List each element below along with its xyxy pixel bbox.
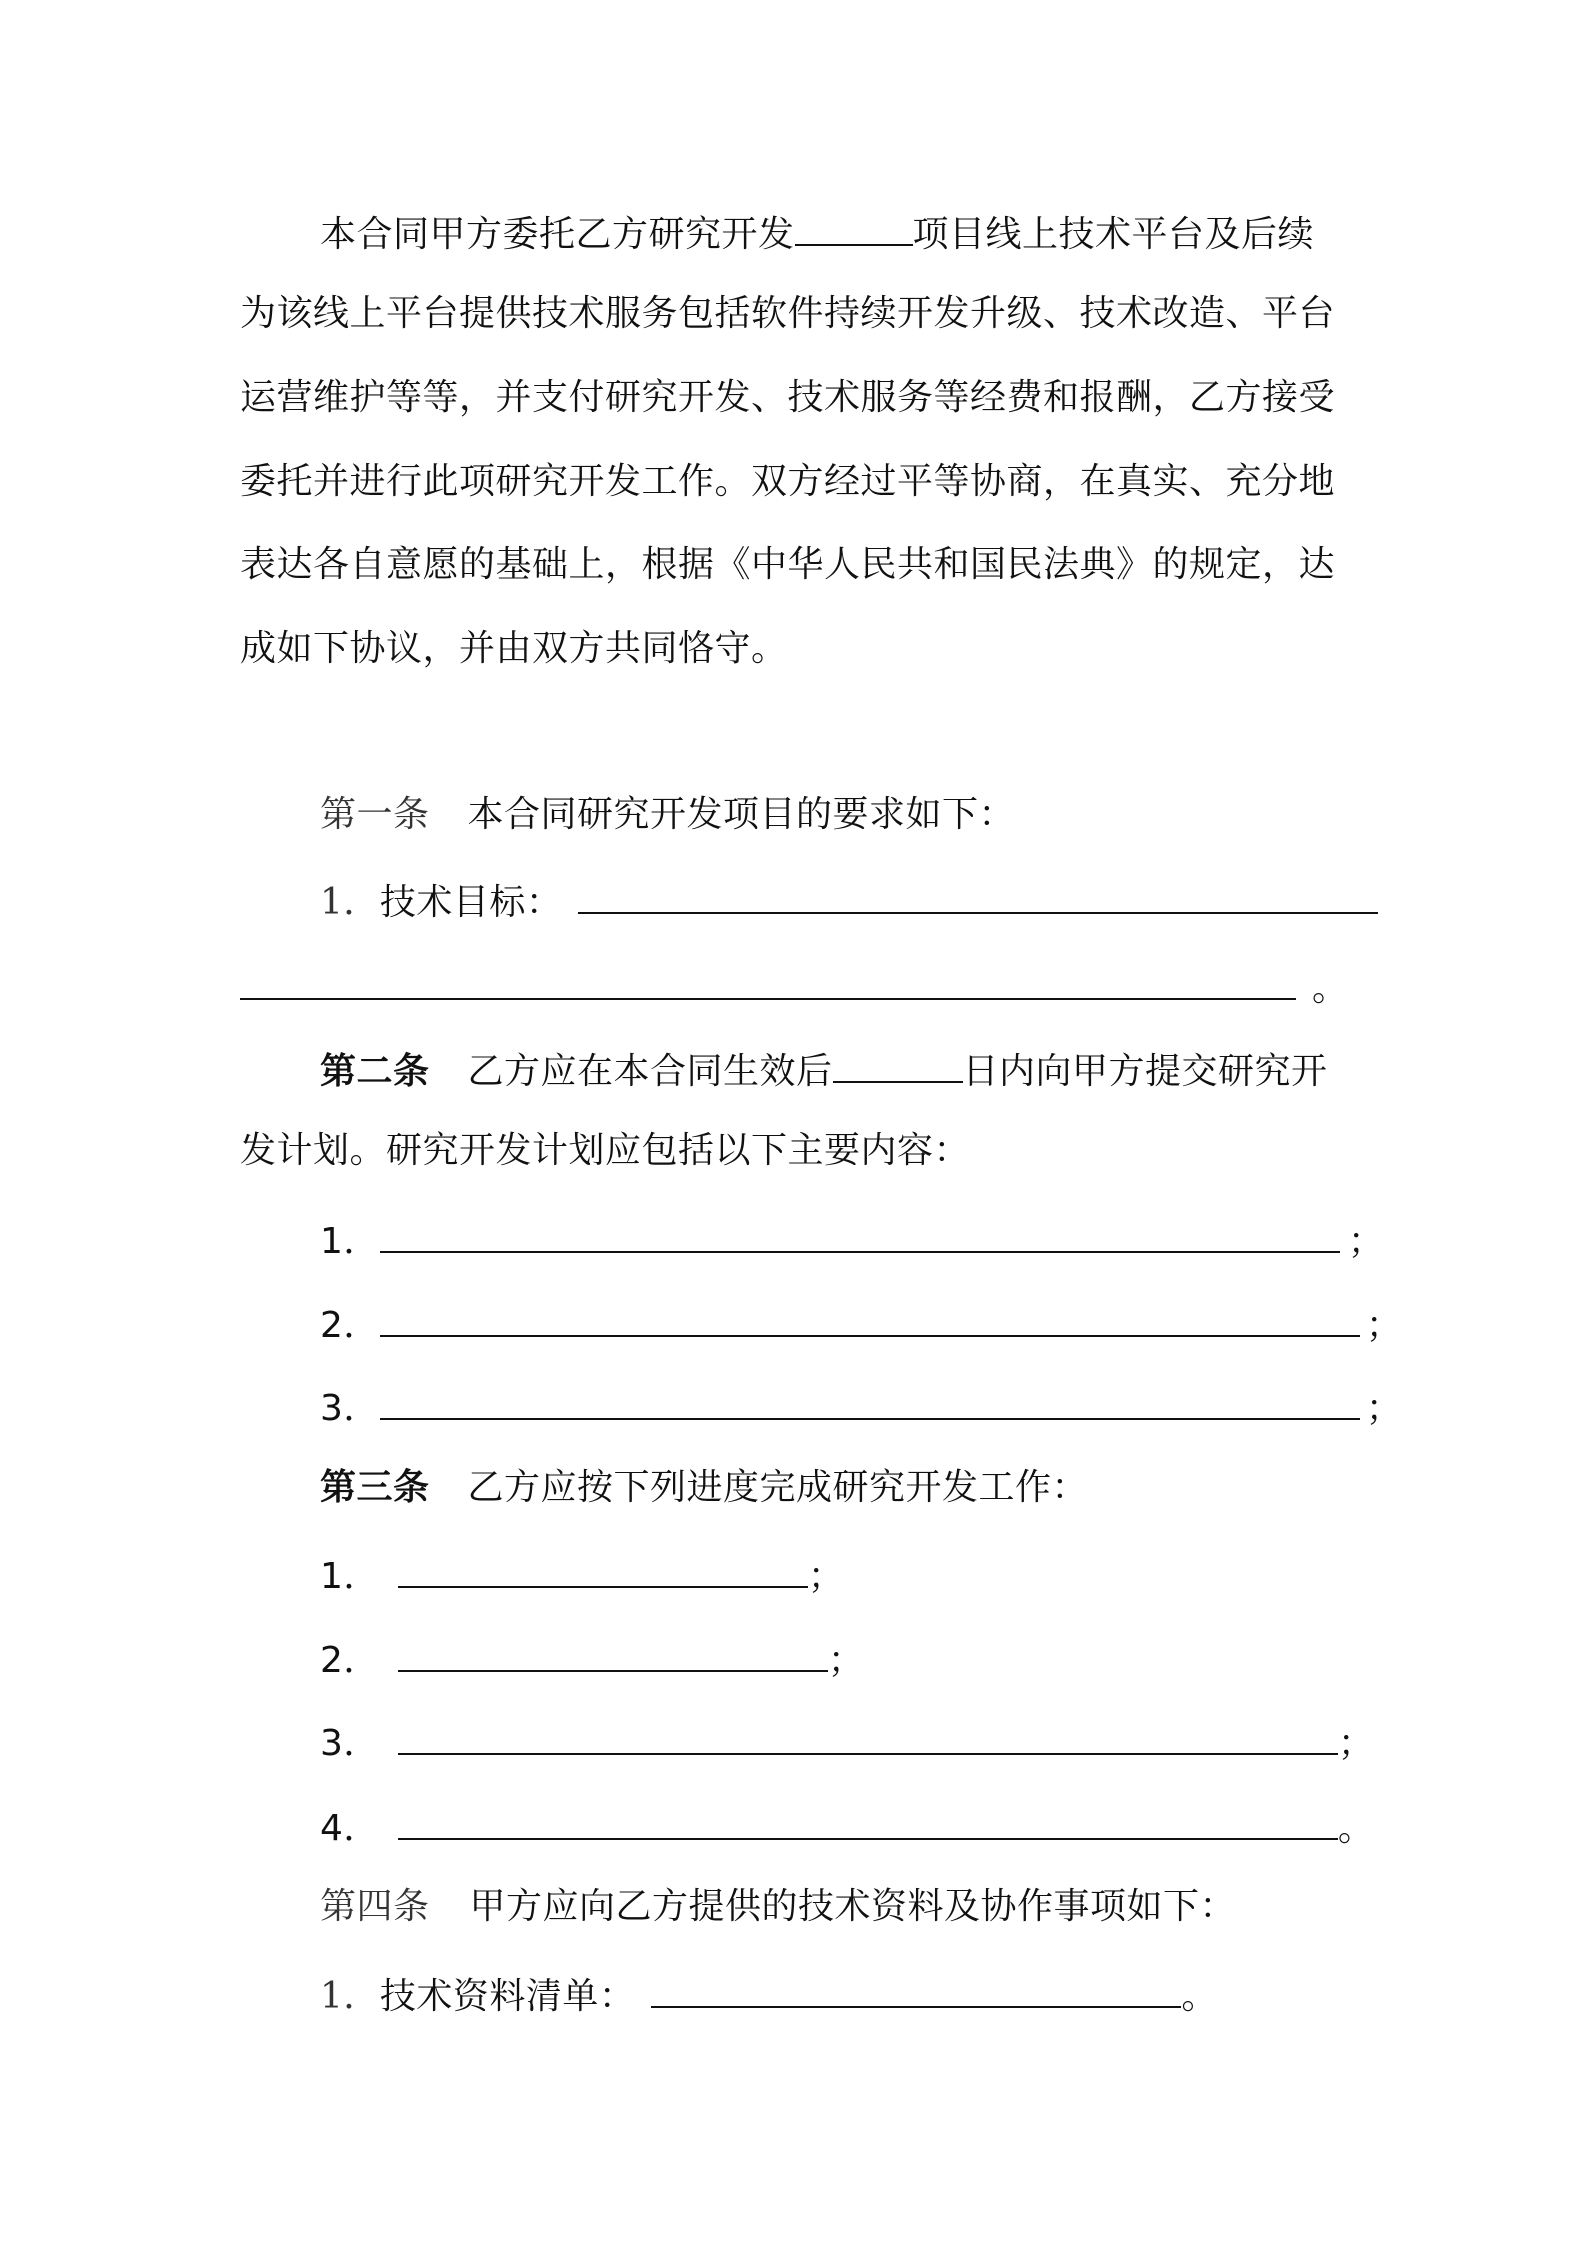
article-title: 甲方应向乙方提供的技术资料及协作事项如下：	[469, 1886, 1237, 1927]
article-number: 第三条	[320, 1467, 430, 1508]
preamble-line-1	[320, 206, 1314, 254]
fill-blank-schedule-item-1[interactable]	[398, 1548, 808, 1588]
article-3-item-3	[320, 1715, 1374, 1763]
article-4-heading	[320, 1883, 1236, 1931]
article-2-line-2: 发计划。研究开发计划应包括以下主要内容：	[240, 1130, 971, 1171]
item-number: 2．	[320, 1305, 380, 1346]
punctuation-end: 。	[1181, 1976, 1218, 2017]
article-1-item-1	[320, 874, 1378, 922]
article-text: 日内向甲方提交研究开	[962, 1051, 1328, 1092]
article-title: 乙方应按下列进度完成研究开发工作：	[467, 1467, 1089, 1508]
punctuation-end: ；	[827, 1640, 865, 1681]
fill-blank-schedule-item-4[interactable]	[398, 1800, 1338, 1840]
article-2-item-3	[320, 1380, 1402, 1428]
item-number: 1．	[320, 1221, 380, 1262]
fill-blank-technical-documents[interactable]	[651, 1968, 1181, 2008]
fill-blank-plan-item-3[interactable]	[380, 1380, 1360, 1420]
fill-blank-technical-goal-continued[interactable]	[240, 960, 1296, 1000]
punctuation-end: ；	[1337, 1723, 1375, 1764]
item-number: 1．	[320, 882, 380, 923]
article-3-item-4	[320, 1800, 1374, 1848]
preamble-text: 项目线上技术平台及后续	[912, 214, 1315, 255]
punctuation-end: 。	[1337, 1808, 1375, 1849]
item-number: 2．	[320, 1640, 380, 1681]
article-number: 第二条	[320, 1051, 430, 1092]
preamble-line-3: 运营维护等等，并支付研究开发、技术服务等经费和报酬，乙方接受	[240, 377, 1336, 418]
punctuation-end: ；	[1347, 1221, 1385, 1262]
punctuation-end: 。	[1312, 968, 1349, 1009]
fill-blank-plan-item-1[interactable]	[380, 1213, 1340, 1253]
article-title: 本合同研究开发项目的要求如下：	[467, 794, 1016, 835]
fill-blank-schedule-item-3[interactable]	[398, 1715, 1338, 1755]
article-3-heading	[320, 1464, 1088, 1512]
article-2-heading	[320, 1043, 1328, 1091]
punctuation-end: ；	[1365, 1305, 1403, 1346]
item-number: 3．	[320, 1723, 380, 1764]
item-number: 3．	[320, 1388, 380, 1429]
article-text: 乙方应在本合同生效后	[467, 1051, 833, 1092]
preamble-line-2: 为该线上平台提供技术服务包括软件持续开发升级、技术改造、平台	[240, 293, 1336, 334]
article-1-heading	[320, 791, 1015, 839]
item-number: 4．	[320, 1808, 380, 1849]
preamble-line-6: 成如下协议，并由双方共同恪守。	[240, 628, 788, 669]
fill-blank-plan-item-2[interactable]	[380, 1297, 1360, 1337]
preamble-text: 本合同甲方委托乙方研究开发	[320, 214, 795, 255]
fill-blank-project-name[interactable]	[795, 206, 913, 246]
punctuation-end: ；	[807, 1556, 845, 1597]
punctuation-end: ；	[1365, 1388, 1403, 1429]
preamble-line-4: 委托并进行此项研究开发工作。双方经过平等协商，在真实、充分地	[240, 461, 1336, 502]
article-number: 第四条	[320, 1886, 430, 1927]
article-2-item-2	[320, 1297, 1402, 1345]
item-number: 1．	[320, 1556, 380, 1597]
article-1-item-1-continued	[240, 960, 1349, 1008]
article-number: 第一条	[320, 794, 430, 835]
item-label: 技术资料清单：	[379, 1976, 636, 2017]
article-3-item-1	[320, 1548, 844, 1596]
article-2-item-1	[320, 1213, 1384, 1261]
item-number: 1．	[320, 1976, 380, 2017]
fill-blank-schedule-item-2[interactable]	[398, 1632, 828, 1672]
preamble-line-5: 表达各自意愿的基础上，根据《中华人民共和国民法典》的规定，达	[240, 544, 1336, 585]
fill-blank-days[interactable]	[833, 1043, 963, 1083]
item-label: 技术目标：	[379, 882, 563, 923]
fill-blank-technical-goal[interactable]	[578, 874, 1378, 914]
article-4-item-1	[320, 1968, 1218, 2016]
article-3-item-2	[320, 1632, 864, 1680]
